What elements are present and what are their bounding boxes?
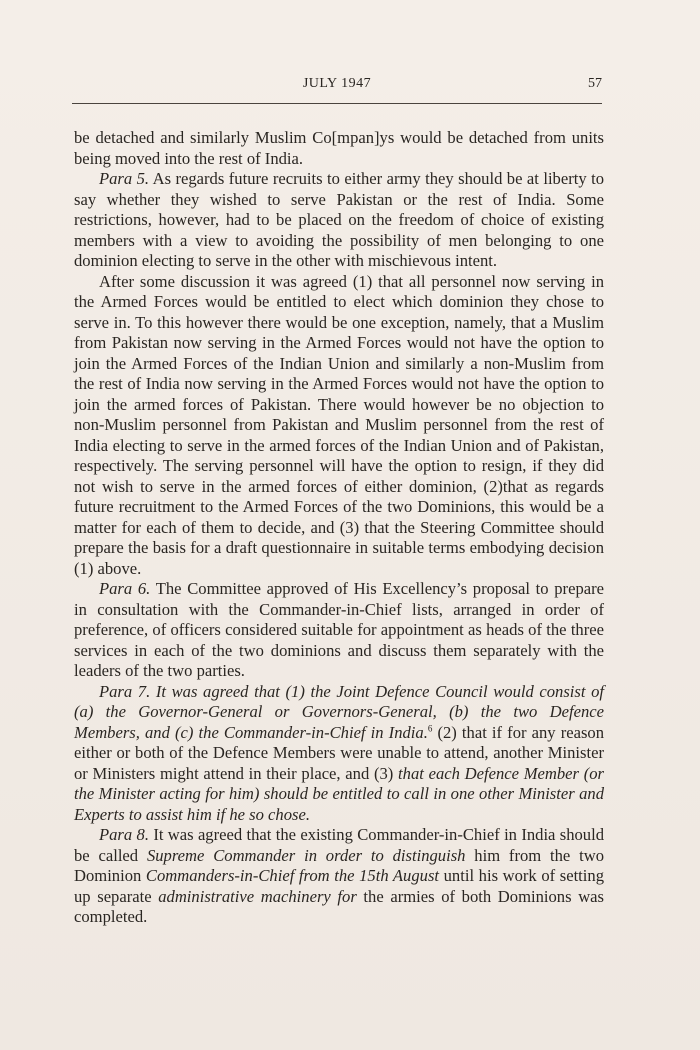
paragraph-para-7: Para 7. It was agreed that (1) the Joint Defence Council would consist of (a) the Governor-General or Governors-General, (b) the two Defence Members, and (c) the Commander-in-Chief in India.$^6$ (2) that if for any reason either or both of the Defence Members were unable to attend, another Minister or Ministers might attend in their place, and (3) that each Defence Member (or the Minister acting for him) should be entitled to call in one other Minister and Experts to assist him if he so chose. [74, 681, 605, 824]
para-6-label: Para 6. [99, 579, 151, 598]
paragraph-para-5: Para 5. As regards future recruits to either army they should be at liberty to say whether they wished to serve Pakistan or the rest of India. Some restrictions, however, had to be placed on the freedom of choice of existing members with a view to avoiding the possibility of men belonging to one dominion electing to serve in the other with mischievous intent. [74, 169, 604, 270]
page-header [72, 76, 602, 98]
footnote-marker: 6 [427, 722, 433, 733]
paragraph-para-8: Para 8. It was agreed that the existing Commander-in-Chief in India should be called Supreme Commander in order to distinguish him from the two Dominion Commanders-in-Chief from the 15th August until his work of setting up separate administrative machinery for the armies of both Dominions was completed. [74, 825, 605, 926]
header-rule [72, 103, 602, 104]
para-8-label: Para 8. [99, 825, 149, 844]
running-head: JULY 1947 [302, 76, 372, 91]
paragraph-para-6: Para 6. The Committee approved of His Excellency’s proposal to prepare in consultation with the Commander-in-Chief lists, arranged in order of preference, of officers considered suitable for appointment as heads of the three services in each of the two dominions and discuss them separately with the leaders of the two parties. [74, 579, 604, 680]
page-number: 57 [588, 76, 602, 91]
paragraph-continued: be detached and similarly Muslim Co[mpan]ys would be detached from units being moved into the rest of India. [74, 128, 604, 168]
para-7-label: Para 7. [99, 681, 151, 701]
para-5-label: Para 5. [99, 169, 150, 188]
body-text [74, 128, 604, 928]
paragraph-personnel-election: After some discussion it was agreed (1) that all personnel now serving in the Armed Forces would be entitled to elect which dominion they chose to serve in. To this however there would be one exception, namely, that a Muslim from Pakistan now serving in the Armed Forces would not have the option to join the Armed Forces of the Indian Union and similarly a non-Muslim from the rest of India now serving in the Armed Forces would not have the option to join the armed forces of Pakistan. There would however be no objection to non-Muslim personnel from Pakistan and Muslim personnel from the rest of India electing to serve in the armed forces of the Indian Union and of Pakistan, respectively. The serving personnel will have the option to resign, if they did not wish to serve in the armed forces of either dominion, (2)that as regards future recruitment to the Armed Forces of the two Dominions, this would be a matter for each of them to decide, and (3) that the Steering Committee should prepare the basis for a draft questionnaire in suitable terms embodying decision (1) above. [74, 271, 604, 578]
